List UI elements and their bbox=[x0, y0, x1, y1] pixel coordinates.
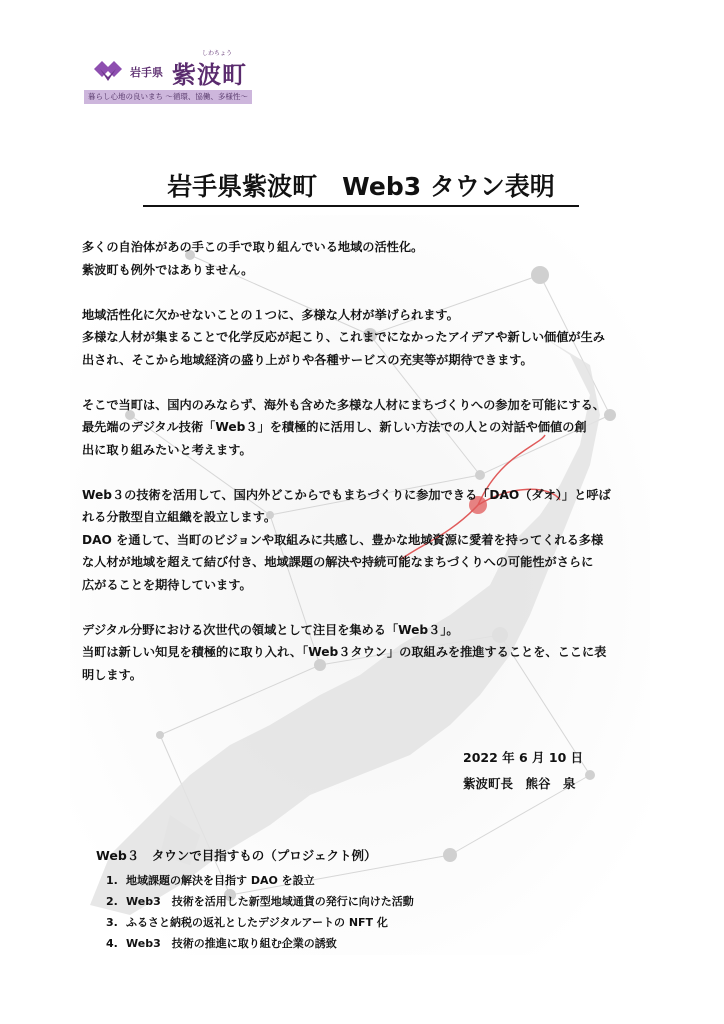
paragraph bbox=[82, 236, 648, 281]
logo-tagline: 暮らし心地の良いまち ～循環、協働、多様性～ bbox=[84, 90, 252, 104]
item-text: 地域課題の解決を目指す DAO を設立 bbox=[126, 874, 315, 887]
paragraph bbox=[82, 619, 648, 687]
paragraph-line: な人材が地域を超えて結び付き、地域課題の解決や持続可能なまちづくりへの可能性がさらに bbox=[82, 555, 594, 569]
item-number: 3. bbox=[106, 916, 118, 929]
town-logo bbox=[84, 48, 254, 108]
item-number: 2. bbox=[106, 895, 118, 908]
declaration-date: 2022 年 6 月 10 日 bbox=[463, 750, 584, 765]
paragraph-line: デジタル分野における次世代の領域として注目を集める「Web３」。 bbox=[82, 622, 459, 637]
logo-prefecture: 岩手県 bbox=[130, 66, 163, 79]
logo-mark-icon bbox=[88, 56, 128, 82]
paragraph-line: Web３の技術を活用して、国内外どこからでもまちづくりに参加できる「DAO（ダオ）」と呼ば bbox=[82, 487, 611, 502]
project-examples bbox=[96, 846, 414, 954]
projects-heading: Web３ タウンで目指すもの（プロジェクト例） bbox=[96, 848, 377, 863]
paragraph bbox=[82, 394, 648, 462]
paragraph-line: 地域活性化に欠かせないことの１つに、多様な人材が挙げられます。 bbox=[82, 307, 459, 322]
signatory: 紫波町長 熊谷 泉 bbox=[463, 776, 576, 791]
list-item bbox=[96, 891, 414, 912]
list-item bbox=[96, 912, 414, 933]
logo-ruby: しわちょう bbox=[202, 50, 233, 57]
paragraph-line: 多様な人材が集まることで化学反応が起こり、これまでになかったアイデアや新しい価値が生み bbox=[82, 330, 605, 344]
paragraph-line: 広がることを期待しています。 bbox=[82, 577, 252, 592]
paragraph bbox=[82, 484, 648, 597]
logo-town-name: 紫波町 bbox=[172, 61, 247, 89]
item-text: Web3 技術の推進に取り組む企業の誘致 bbox=[126, 937, 337, 950]
list-item bbox=[96, 870, 414, 891]
paragraph-line: 明します。 bbox=[82, 667, 142, 682]
item-number: 1. bbox=[106, 874, 118, 887]
list-item bbox=[96, 933, 414, 954]
paragraph-line: れる分散型自立組織を設立します。 bbox=[82, 510, 277, 524]
item-number: 4. bbox=[106, 937, 118, 950]
paragraph-line: 最先端のデジタル技術「Web３」を積極的に活用し、新しい方法での人との対話や価値の創 bbox=[82, 420, 587, 434]
project-list bbox=[96, 870, 414, 954]
signature-block bbox=[463, 745, 583, 797]
paragraph-line: 多くの自治体があの手この手で取り組んでいる地域の活性化。 bbox=[82, 240, 424, 254]
declaration-body bbox=[82, 236, 648, 709]
paragraph bbox=[82, 304, 648, 372]
item-text: ふるさと納税の返礼としたデジタルアートの NFT 化 bbox=[126, 916, 388, 929]
paragraph-line: そこで当町は、国内のみならず、海外も含めた多様な人材にまちづくりへの参加を可能にする、 bbox=[82, 397, 605, 412]
paragraph-line: 紫波町も例外ではありません。 bbox=[82, 262, 254, 277]
item-text: Web3 技術を活用した新型地域通貨の発行に向けた活動 bbox=[126, 895, 414, 908]
paragraph-line: 当町は新しい知見を積極的に取り入れ、「Web３タウン」の取組みを推進することを、ここに表 bbox=[82, 645, 607, 659]
paragraph-line: DAO を通して、当町のビジョンや取組みに共感し、豊かな地域資源に愛着を持ってくれる多様 bbox=[82, 532, 604, 547]
paragraph-line: 出に取り組みたいと考えます。 bbox=[82, 442, 252, 457]
paragraph-line: 出され、そこから地域経済の盛り上がりや各種サービスの充実等が期待できます。 bbox=[82, 352, 533, 367]
page-title: 岩手県紫波町 Web3 タウン表明 bbox=[143, 167, 579, 207]
